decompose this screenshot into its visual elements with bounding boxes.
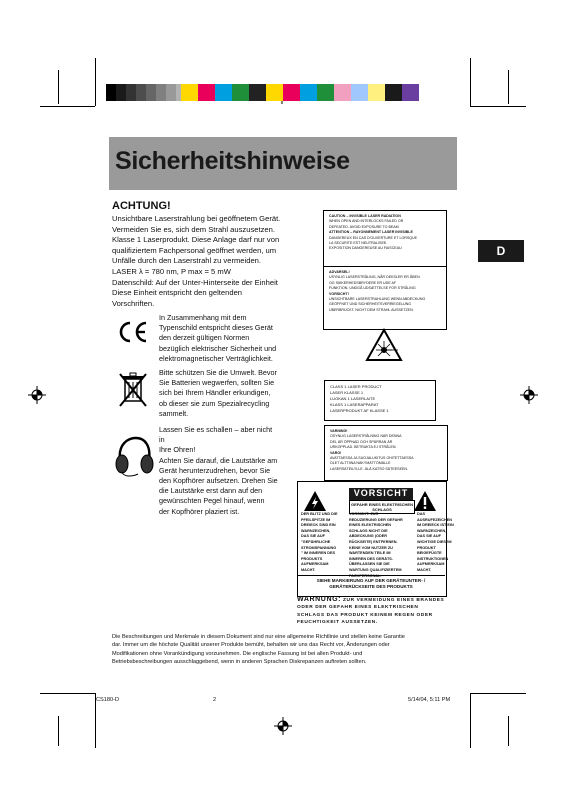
recycle-text-line: Sie Batterien wegwerfen, sollten Sie — [159, 378, 275, 388]
laser-text-line: Unfälle durch den Laserstrahl zu vermeiden. — [112, 256, 262, 266]
color-swatch — [351, 84, 368, 101]
vorsicht-middle-text — [349, 512, 413, 579]
footer-file: CS180-D — [96, 697, 120, 703]
color-swatch — [198, 84, 215, 101]
vorsicht-left-text — [301, 512, 343, 574]
class-label-line: LUOKAN 1 LASERLAITE — [330, 396, 376, 401]
page-title: Sicherheitshinweise — [115, 147, 350, 175]
varning-label-line: AVATTAESSA JA SUOJALUKITUS OHITETTAESSA — [330, 456, 414, 461]
vorsicht-right-line: DAS SIE AUF — [417, 534, 441, 539]
language-tab: D — [478, 240, 524, 262]
gray-swatch — [166, 84, 176, 101]
gray-swatch — [136, 84, 146, 101]
headphone-text-line: Gerät herunterzudrehen, bevor Sie — [159, 465, 271, 475]
vorsicht-right-text — [417, 512, 457, 574]
footer-date: 5/14/04, 5:11 PM — [408, 697, 451, 703]
vorsicht-right-line: WICHTIGE DIESEM — [417, 539, 452, 544]
warnung-text-line: ZUR VERMEIDUNG EINES BRANDES — [343, 598, 445, 603]
color-swatch — [249, 84, 266, 101]
crossed-bin-icon — [118, 372, 148, 408]
vorsicht-right-line: AUSRUFEZEICHEN — [417, 517, 453, 522]
vorsicht-right-line: WARNZEICHEN, — [417, 528, 447, 533]
vorsicht-bottom-text — [297, 575, 445, 590]
class-label-line: LASERPRODUKT AF KLASSE 1 — [330, 408, 389, 413]
laser-text-line: qualifiziertem Fachpersonal geöffnet werden, um — [112, 245, 277, 255]
color-swatch — [283, 84, 300, 101]
vorsicht-middle-line: WARTENDEN TEILE IM — [349, 551, 391, 556]
recycle-text-line: sammelt. — [159, 408, 189, 418]
caution-label-line: DANGEREUX EN CAS D'OUVERTURE ET LORSQUE — [329, 235, 418, 240]
disclaimer-line: Modifikationen ohne Vorankündigung vorzunehmen. Die englische Fassung ist bei allen Produkt- und — [112, 650, 363, 657]
advarsel-label-line: UNSICHTBARE LASERSTRAHLUNG WENN ABDECKUNG — [329, 297, 426, 302]
vorsicht-left-line: DAS SIE AUF — [301, 534, 325, 539]
laser-paragraph — [112, 214, 282, 309]
disclaimer-text — [112, 633, 459, 666]
laser-text-line: Datenschild: Auf der Unter-Hinterseite der Einheit — [112, 277, 278, 287]
vorsicht-subtitle: GEFAHR EINES ELEKTRISCHEN SCHLAGS — [350, 502, 413, 512]
class-label-line: LASER KLASSE 1 — [330, 390, 364, 395]
registration-mark-icon — [274, 717, 292, 735]
advarsel-label-line: USYNLIG LASERSTRÅLING, NÅR DEKSLER ER ÅBEN — [329, 275, 420, 280]
varning-label-line: DEL ÄR ÖPPNAD OCH SPÄRRAN ÄR — [330, 439, 393, 444]
vorsicht-left-line: MACHT. — [301, 567, 316, 572]
caution-label-line: LA SECURITE EST NEUTRALISEE. — [329, 241, 388, 246]
vorsicht-right-line: AUFMERKSAM — [417, 562, 445, 567]
color-swatch — [419, 84, 436, 101]
laser-advarsel-label — [323, 266, 447, 330]
vorsicht-left-line: "GEFÄHRLICHE — [301, 539, 331, 544]
advarsel-label-line: ÜBERBRÜCKT. NICHT DEM STRAHL AUSSETZEN. — [329, 307, 414, 312]
color-swatch — [266, 84, 283, 101]
ce-text-line: In Zusammenhang mit dem — [159, 313, 247, 322]
laser-text-line: Klasse 1 Laserprodukt. Diese Anlage darf nur von — [112, 235, 280, 245]
registration-mark-icon — [520, 386, 538, 404]
warnung-text-line: SCHLAGS DAS PRODUKT KEINEM REGEN ODER — [297, 612, 433, 618]
advarsel-label-line: OG SIKKERHEDSBRYDERE ER UDE AF — [329, 280, 397, 285]
caution-label-line: EXPOSITION DANGEREUSE AU FAISCEAU — [329, 246, 402, 251]
caution-label-line: DEFEATED. AVOID EXPOSURE TO BEAM — [329, 224, 399, 229]
color-swatch — [368, 84, 385, 101]
laser-text-line: LASER λ = 780 nm, P max = 5 mW — [112, 266, 231, 276]
headphones-icon — [112, 432, 154, 478]
headphone-text-line: der Kopfhörer plaziert ist. — [159, 506, 240, 516]
gray-swatch — [156, 84, 166, 101]
vorsicht-bottom-line: GERÄTERÜCKSEITE DES PRODUKTS — [329, 584, 413, 589]
vorsicht-right-line: BEIGEFÜGTE — [417, 551, 442, 556]
exclamation-triangle-icon — [413, 490, 437, 512]
advarsel-label-line: GEÖFFNET UND SICHERHEITSVERRIEGELUNG — [329, 302, 412, 307]
vorsicht-left-line: DER BLITZ UND DIE — [301, 512, 338, 516]
ce-text-line: Typenschild entspricht dieses Gerät — [159, 323, 273, 333]
warnung-lead: WARNUNG: — [297, 596, 342, 603]
vorsicht-left-line: PRODUKTS — [301, 556, 323, 561]
laser-varning-label — [324, 425, 448, 481]
title-bar — [109, 137, 457, 190]
headphone-text-line: die Lautstärke erst dann auf den — [159, 486, 263, 496]
disclaimer-line: dar. Immer um die höchste Qualität unserer Produkte bemüht, behalten wir uns das Recht vor, Änderungen oder — [112, 642, 390, 649]
laser-text-line: Diese Einheit entspricht den geltenden — [112, 288, 243, 298]
achtung-heading: ACHTUNG! — [112, 200, 171, 212]
vorsicht-middle-line: VORSICHT: ZUR — [349, 512, 379, 516]
laser-caution-label — [323, 210, 447, 267]
color-swatch — [215, 84, 232, 101]
vorsicht-middle-line: RÜCKSEITE) ENTFERNEN. — [349, 539, 398, 544]
vorsicht-middle-line: EINES ELEKTRISCHEN — [349, 523, 391, 528]
caution-label-line: WHEN OPEN AND INTERLOCKS FAILED OR — [329, 219, 404, 224]
ce-mark-icon — [115, 320, 149, 344]
vorsicht-left-line: AUFMERKSAM — [301, 562, 329, 567]
disclaimer-line: Die Beschreibungen und Merkmale in diesem Dokument sind nur eine allgemeine Richtlinie und stellen keine Garantie — [112, 634, 405, 640]
class-label-line: CLASS 1 LASER PRODUCT — [330, 384, 382, 389]
vorsicht-left-line: " IM INNEREN DES — [301, 551, 336, 556]
advarsel-label-line: ADVARSEL! — [329, 270, 350, 274]
vorsicht-middle-line: WARTUNG QUALIFIZIERTEM — [349, 567, 402, 572]
varning-label-line: LASERSÄTEILYLLE. ÄLÄ KATSO SÄTEESEEN. — [330, 466, 408, 471]
vorsicht-left-line: WARNZEICHEN, — [301, 528, 331, 533]
varning-label-line: VARO! — [330, 450, 342, 455]
recycle-paragraph — [159, 368, 279, 419]
advarsel-label-line: VORSICHT! — [329, 291, 349, 296]
color-swatch — [385, 84, 402, 101]
headphone-text-line: den Kopfhörer aufsetzen. Drehen Sie — [159, 476, 278, 486]
color-swatch — [232, 84, 249, 101]
gray-swatch — [146, 84, 156, 101]
gray-swatch — [116, 84, 126, 101]
color-swatch — [402, 84, 419, 101]
ce-text-line: den derzeit gültigen Normen — [159, 333, 250, 343]
gray-swatch — [106, 84, 116, 101]
headphone-paragraph — [159, 425, 279, 517]
ce-text-line: bezüglich elektrischer Sicherheit und — [159, 343, 277, 353]
laser-text-line: Vermeiden Sie es, sich dem Strahl auszusetzen. — [112, 224, 275, 234]
vorsicht-right-line: MACHT. — [417, 567, 432, 572]
warnung-text-line: ODER DER GEFAHR EINES ELEKTRISCHEN — [297, 605, 419, 611]
vorsicht-left-line: DREIECK SIND EIN — [301, 523, 336, 528]
vorsicht-left-line: STROMSPANNUNG — [301, 545, 337, 550]
color-swatch — [181, 84, 198, 101]
vorsicht-right-line: DAS — [417, 512, 426, 516]
disclaimer-line: Betriebsbeschreibungen ausschlaggebend, wenn in anderen Sprachen Diskrepanzen auftreten sollten. — [112, 658, 367, 665]
varning-label-line: URKOPPLAD. BETRAKTA EJ STRÅLEN. — [330, 445, 397, 450]
varning-label-line: OLET ALTTIINA NÄKYMÄTTÖMÄLLE — [330, 461, 391, 466]
headphone-text-line: gewünschten Pegel hinauf, wenn — [159, 496, 265, 506]
laser-text-line: Unsichtbare Laserstrahlung bei geöffnetem Gerät. — [112, 214, 281, 223]
caution-label-line: ATTENTION – RAYONNEMENT LASER INVISIBLE — [329, 230, 413, 235]
registration-mark-icon — [28, 386, 46, 404]
recycle-text-line: sich bei Ihrem Händler erkundigen, — [159, 388, 271, 398]
color-swatch — [300, 84, 317, 101]
advarsel-label-line: FUNKTION. UNDGÅ UDSÆTTELSE FOR STRÅLING — [329, 286, 416, 291]
caution-label-line: CAUTION – INVISIBLE LASER RADIATION — [329, 214, 401, 218]
vorsicht-right-line: INSTRUKTIONEN — [417, 556, 449, 561]
vorsicht-middle-line: INNEREN DES GERÄTS. — [349, 556, 393, 561]
vorsicht-left-line: PFEILSPITZE IM — [301, 517, 331, 522]
vorsicht-middle-line: KEINE VOM NUTZER ZU — [349, 545, 393, 550]
gray-swatch — [126, 84, 136, 101]
vorsicht-title: VORSICHT — [353, 488, 409, 498]
lightning-triangle-icon — [303, 490, 327, 512]
varning-label-line: OSYNLIG LASERSTRÅLNING NÄR DENNA — [330, 434, 402, 439]
recycle-text-line: ob dieser sie zum Spezialrecycling — [159, 398, 270, 408]
vorsicht-right-line: PRODUKT — [417, 545, 436, 550]
headphone-text-line: Ihre Ohren! — [159, 445, 196, 455]
ce-paragraph — [159, 313, 279, 364]
color-swatch — [317, 84, 334, 101]
laser-text-line: Vorschriften. — [112, 298, 155, 308]
recycle-text-line: Bitte schützen Sie die Umwelt. Bevor — [159, 368, 277, 377]
color-swatch — [334, 84, 351, 101]
color-calibration-strip — [181, 84, 436, 101]
vorsicht-middle-line: ABDECKUNG (ODER — [349, 534, 387, 539]
warnung-block — [297, 596, 467, 627]
headphone-text-line: Lassen Sie es schallen – aber nicht in — [159, 425, 273, 445]
class-label-line: KLASS 1 LASERAPPARAT — [330, 402, 379, 407]
ce-text-line: elektromagnetischer Verträglichkeit. — [159, 353, 273, 363]
vorsicht-middle-line: FACHPERSONAL. — [349, 573, 382, 578]
laser-class-label — [324, 380, 436, 421]
vorsicht-middle-line: ÜBERLASSEN SIE DIE — [349, 562, 390, 567]
vorsicht-middle-line: REDUZIERUNG DER GEFAHR — [349, 517, 403, 522]
footer-page: 2 — [213, 697, 217, 703]
headphone-text-line: Achten Sie darauf, die Lautstärke am — [159, 455, 278, 465]
varning-label-line: VARNING! — [330, 429, 348, 433]
vorsicht-middle-line: SCHLAGS NICHT DIE — [349, 528, 388, 533]
vorsicht-right-line: IM DREIECK IST EIN — [417, 523, 454, 528]
laser-warning-icon — [365, 328, 403, 362]
warnung-text-line: FEUCHTIGKEIT AUSSETZEN. — [297, 620, 378, 626]
gray-calibration-strip — [106, 84, 186, 101]
vorsicht-bottom-line: SIEHE MARKIERUNG AUF DER GERÄTEUNTER- / — [316, 578, 426, 583]
